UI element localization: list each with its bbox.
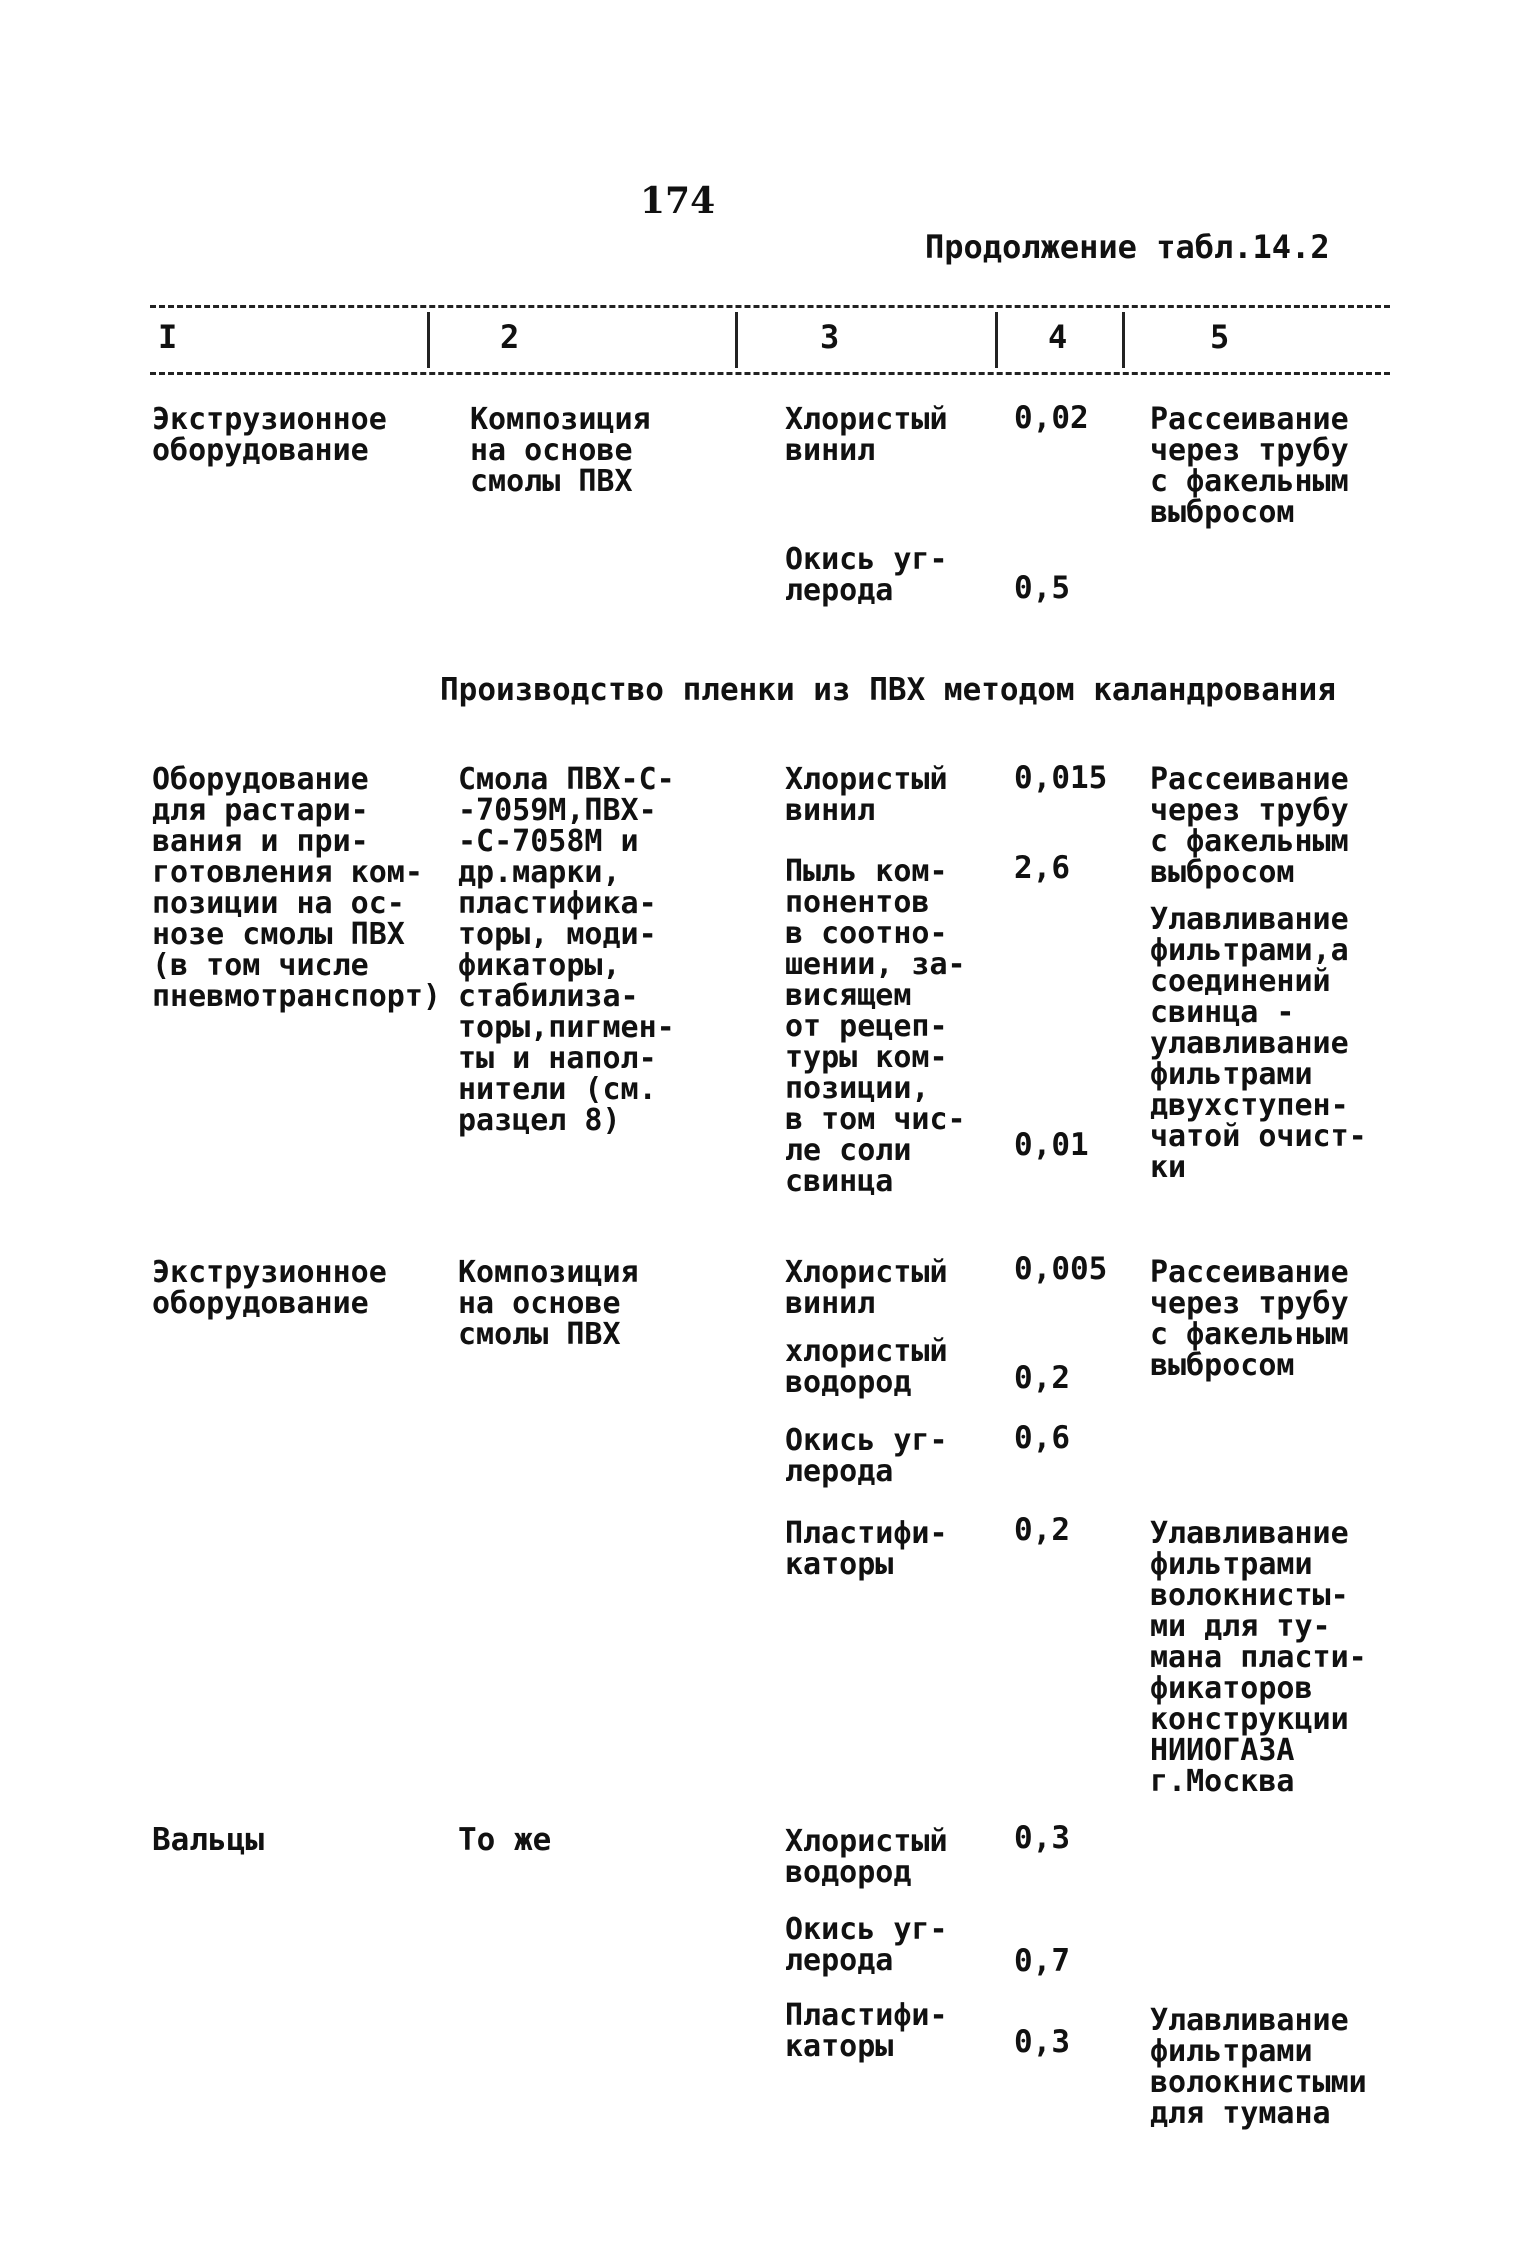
material-cell: Смола ПВХ-С- -7059М,ПВХ- -С-7058М и др.марки, пластифика- торы, моди- фикаторы, стабилиза- торы,пигмен- ты и напол- нители (см. разцел 8)	[458, 762, 675, 1138]
value-cell: 0,3	[1014, 2024, 1070, 2060]
header-top-rule	[150, 305, 1390, 308]
value-cell: 0,2	[1014, 1360, 1070, 1396]
value-cell: 0,01	[1014, 1127, 1089, 1163]
value-cell: 2,6	[1014, 850, 1070, 886]
substance-cell: Пластифи- каторы	[785, 1998, 948, 2064]
measure-cell: Рассеивание через трубу с факельным выбросом	[1150, 402, 1349, 530]
equipment-cell: Экструзионное оборудование	[152, 1255, 387, 1321]
value-cell: 0,005	[1014, 1251, 1108, 1287]
page-number: 174	[640, 180, 716, 222]
material-cell: Композиция на основе смолы ПВХ	[470, 402, 651, 499]
substance-cell: Окись уг- лерода	[785, 1912, 948, 1978]
column-separator	[735, 312, 738, 368]
measure-cell: Улавливание фильтрами волокнистыми для тумана	[1150, 2003, 1367, 2131]
column-separator	[995, 312, 998, 368]
substance-cell: Пластифи- каторы	[785, 1516, 948, 1582]
substance-cell: Хлористый винил	[785, 762, 948, 828]
section-title: Производство пленки из ПВХ методом каландрования	[440, 672, 1336, 708]
header-bottom-rule	[150, 372, 1390, 375]
measure-cell: Рассеивание через трубу с факельным выбросом	[1150, 762, 1349, 890]
substance-cell: хлористый водород	[785, 1334, 948, 1400]
column-header-5: 5	[1210, 318, 1230, 356]
column-separator	[1122, 312, 1125, 368]
value-cell: 0,5	[1014, 570, 1070, 606]
column-header-4: 4	[1048, 318, 1068, 356]
substance-cell: Хлористый винил	[785, 402, 948, 468]
substance-cell: Хлористый водород	[785, 1824, 948, 1890]
substance-cell: Пыль ком- понентов в соотно- шении, за- висящем от рецеп- туры ком- позиции, в том чис-	[785, 854, 966, 1137]
value-cell: 0,6	[1014, 1420, 1070, 1456]
equipment-cell: Вальцы	[152, 1822, 264, 1858]
value-cell: 0,015	[1014, 760, 1108, 796]
value-cell: 0,2	[1014, 1512, 1070, 1548]
value-cell: 0,7	[1014, 1943, 1070, 1979]
substance-cell: Окись уг- лерода	[785, 542, 948, 608]
column-separator	[427, 312, 430, 368]
substance-cell: Окись уг- лерода	[785, 1423, 948, 1489]
column-header-3: 3	[820, 318, 840, 356]
material-cell: Композиция на основе смолы ПВХ	[458, 1255, 639, 1352]
column-header-1: I	[158, 318, 178, 356]
material-cell: То же	[458, 1822, 552, 1858]
equipment-cell: Оборудование для растари- вания и при- готовления ком- позиции на ос- нозе смолы ПВХ (в том числе пневмотранспорт)	[152, 762, 441, 1014]
column-header-2: 2	[500, 318, 520, 356]
measure-cell: Улавливание фильтрами волокнисты- ми для ту- мана пласти- фикаторов конструкции НИИОГАЗА г.Москва	[1150, 1516, 1367, 1799]
substance-cell: Хлористый винил	[785, 1255, 948, 1321]
value-cell: 0,3	[1014, 1820, 1070, 1856]
table-continuation-label: Продолжение табл.14.2	[925, 228, 1330, 266]
value-cell: 0,02	[1014, 400, 1089, 436]
substance-cell: ле соли свинца	[785, 1133, 912, 1199]
equipment-cell: Экструзионное оборудование	[152, 402, 387, 468]
measure-cell: Рассеивание через трубу с факельным выбросом	[1150, 1255, 1349, 1383]
measure-cell: Улавливание фильтрами,а соединений свинца - улавливание фильтрами двухступен- чатой очист- ки	[1150, 902, 1367, 1185]
